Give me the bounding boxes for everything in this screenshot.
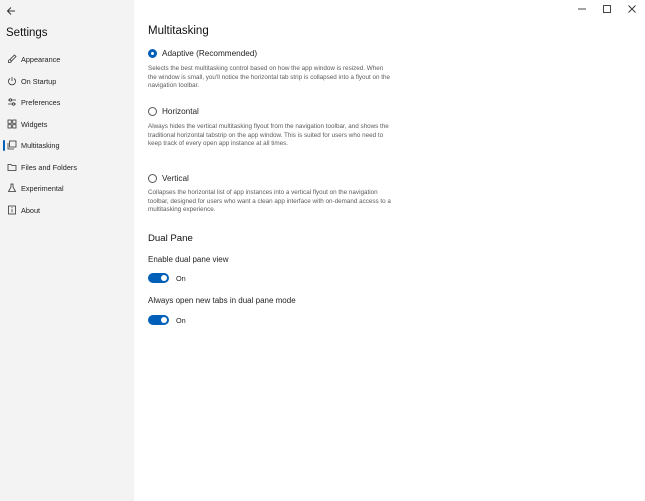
grid-icon [7, 119, 17, 129]
setting-label-open-tabs-dual-pane: Always open new tabs in dual pane mode [148, 296, 296, 305]
folder-icon [7, 162, 17, 172]
sidebar-item-label: On Startup [21, 76, 57, 86]
radio-label: Vertical [162, 174, 189, 183]
info-icon [7, 205, 17, 215]
sidebar-item-appearance[interactable] [0, 49, 134, 71]
toggle-state-label: On [176, 315, 186, 325]
sidebar-item-label: About [21, 205, 41, 215]
option-description: Collapses the horizontal list of app instances into a vertical flyout on the navigation toolbar, designed for users who want a clean app interface with on-demand access to a multitasking experience. [148, 189, 391, 214]
sidebar-item-label: Preferences [21, 98, 61, 107]
radio-button[interactable] [148, 174, 157, 183]
power-icon [7, 76, 17, 86]
flask-icon [7, 183, 17, 193]
sidebar-nav [0, 49, 134, 221]
toggle-row-open-tabs-dual-pane [148, 315, 186, 325]
sidebar-item-label: Widgets [21, 119, 48, 129]
maximize-icon[interactable] [600, 3, 614, 15]
radio-adaptive[interactable] [148, 49, 257, 58]
multitask-icon [7, 140, 17, 150]
option-description: Always hides the vertical multitasking flyout from the navigation toolbar, and shows the traditional horizontal tabstrip on the app window. This is suited for users who need to keep track of every open app instance at all times. [148, 123, 389, 148]
section-title-dual-pane: Dual Pane [148, 233, 193, 244]
radio-label: Horizontal [162, 107, 199, 116]
sidebar-item-on-startup[interactable] [0, 71, 134, 93]
back-arrow-icon[interactable] [4, 3, 20, 19]
sidebar-item-multitasking[interactable] [0, 135, 134, 157]
sidebar-item-label: Appearance [21, 55, 61, 64]
sidebar-item-about[interactable] [0, 200, 134, 222]
radio-horizontal[interactable] [148, 107, 199, 116]
minimize-icon[interactable] [575, 3, 589, 15]
sidebar-item-files-and-folders[interactable] [0, 157, 134, 179]
close-icon[interactable] [625, 3, 639, 15]
radio-button[interactable] [148, 107, 157, 116]
radio-vertical[interactable] [148, 174, 189, 183]
sidebar-item-preferences[interactable] [0, 92, 134, 114]
toggle-state-label: On [176, 273, 186, 283]
toggle-row-enable-dual-pane [148, 273, 186, 283]
radio-button[interactable] [148, 49, 157, 58]
sidebar-item-label: Experimental [21, 184, 64, 193]
app-title: Settings [6, 27, 48, 39]
paint-brush-icon [7, 54, 17, 64]
toggle-open-tabs-dual-pane[interactable] [148, 315, 169, 325]
sidebar [0, 0, 134, 501]
setting-label-enable-dual-pane: Enable dual pane view [148, 255, 229, 264]
toggle-enable-dual-pane[interactable] [148, 273, 169, 283]
sidebar-item-experimental[interactable] [0, 178, 134, 200]
page-title: Multitasking [148, 25, 209, 37]
sidebar-item-label: Multitasking [21, 141, 60, 150]
option-description: Selects the best multitasking control based on how the app window is resized. When the window is small, you'll notice the horizontal tab strip is collapsed into a flyout on the navigation toolbar. [148, 65, 391, 90]
radio-label: Adaptive (Recommended) [162, 49, 258, 58]
sidebar-item-widgets[interactable] [0, 114, 134, 136]
sidebar-item-label: Files and Folders [21, 162, 77, 172]
sliders-icon [7, 97, 17, 107]
